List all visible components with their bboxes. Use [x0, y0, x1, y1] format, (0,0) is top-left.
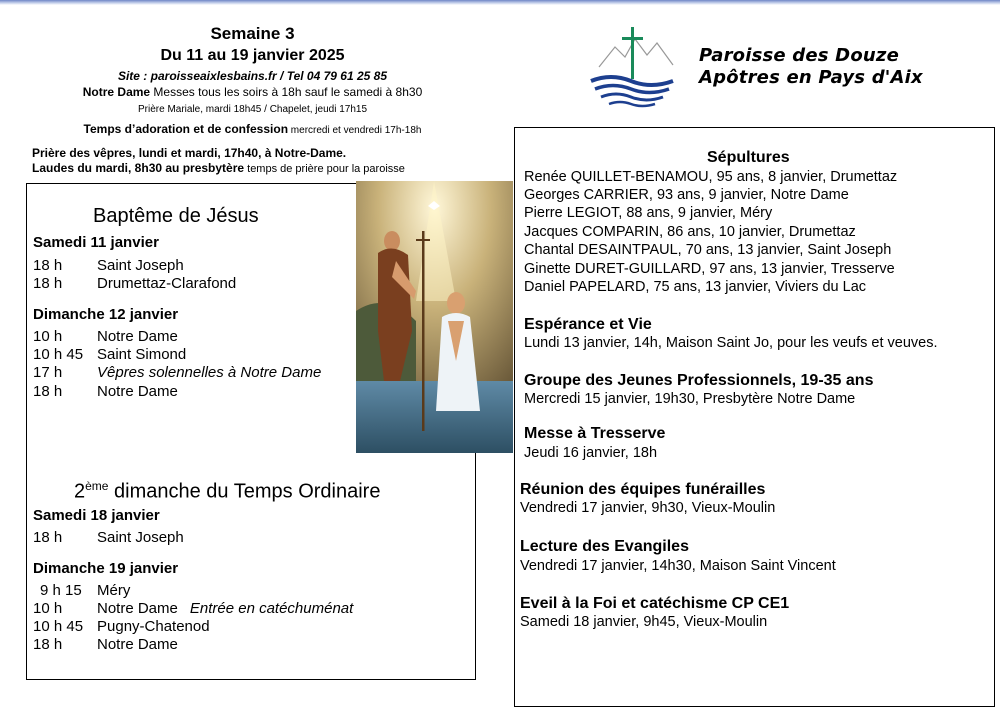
event-text: Jeudi 16 janvier, 18h	[524, 445, 658, 461]
sepulture-item: Georges CARRIER, 93 ans, 9 janvier, Notre Dame	[524, 187, 849, 203]
mass-place: Saint Joseph	[97, 529, 184, 546]
mass-time: 10 h	[33, 600, 63, 617]
event-text: Mercredi 15 janvier, 19h30, Presbytère Notre Dame	[524, 391, 856, 407]
event-text: Vendredi 17 janvier, 14h30, Maison Saint Vincent	[520, 558, 836, 574]
mass-row	[33, 529, 184, 547]
laudes-line	[32, 161, 452, 177]
notre-dame-masses	[0, 84, 505, 100]
adoration-label: Temps d’adoration et de confession	[83, 122, 289, 136]
mariale-prayer: Prière Mariale, mardi 18h45 / Chapelet, jeudi 17h15	[137, 104, 368, 115]
parish-logo-icon	[585, 25, 677, 111]
day-title: Samedi 11 janvier	[33, 234, 159, 251]
mass-place: Drumettaz-Clarafond	[97, 275, 237, 292]
mass-place: Notre Dame	[97, 636, 178, 653]
mass-row	[33, 346, 186, 364]
mass-row	[33, 257, 184, 275]
mass-place: Saint Simond	[97, 346, 187, 363]
adoration-text: mercredi et vendredi 17h-18h	[288, 125, 422, 136]
ordinaire-title-sup: ème	[85, 479, 109, 493]
parish-name-line2: Apôtres en Pays d'Aix	[699, 67, 923, 88]
sepulture-item: Ginette DURET-GUILLARD, 97 ans, 13 janvier, Tresserve	[524, 261, 895, 277]
mass-time: 17 h	[33, 364, 63, 381]
mass-time: 10 h 45	[33, 346, 84, 363]
sepulture-item: Pierre LEGIOT, 88 ans, 9 janvier, Méry	[524, 205, 773, 221]
notre-dame-label: Notre Dame	[82, 85, 151, 99]
mass-place: Pugny-Chatenod	[97, 618, 210, 635]
sepulture-item: Jacques COMPARIN, 86 ans, 10 janvier, Drumettaz	[524, 224, 856, 240]
mass-time: 18 h	[33, 275, 63, 292]
mass-note: Entrée en catéchuménat	[189, 600, 354, 617]
event-text: Vendredi 17 janvier, 9h30, Vieux-Moulin	[520, 500, 776, 516]
notre-dame-text: Messes tous les soirs à 18h sauf le samedi à 8h30	[150, 85, 423, 99]
day-title: Samedi 18 janvier	[33, 507, 160, 524]
event-title: Réunion des équipes funérailles	[520, 481, 766, 498]
mass-place: Vêpres solennelles à Notre Dame	[97, 364, 322, 381]
parish-name-line1: Paroisse des Douze	[699, 45, 899, 66]
event-title: Espérance et Vie	[524, 316, 652, 333]
event-title: Lecture des Evangiles	[520, 538, 689, 555]
day-title: Dimanche 12 janvier	[33, 306, 179, 323]
sepulture-item: Chantal DESAINTPAUL, 70 ans, 13 janvier, Saint Joseph	[524, 242, 892, 258]
mass-place: Méry	[97, 582, 131, 599]
mass-time: 10 h	[33, 328, 63, 345]
mass-place: Notre Dame	[97, 383, 178, 400]
adoration-line	[0, 121, 505, 139]
event-text: Samedi 18 janvier, 9h45, Vieux-Moulin	[520, 614, 768, 630]
mass-row	[33, 383, 178, 401]
mass-row	[33, 636, 178, 654]
vepres-text: Prière des vêpres, lundi et mardi, 17h40, à Notre-Dame.	[32, 146, 347, 160]
ordinaire-title	[74, 474, 380, 504]
mass-time: 18 h	[33, 636, 63, 653]
event-title: Eveil à la Foi et catéchisme CP CE1	[520, 595, 790, 612]
ordinaire-title-text: dimanche du Temps Ordinaire	[108, 480, 381, 503]
mass-time: 18 h	[33, 529, 63, 546]
mass-row	[40, 582, 130, 600]
mass-row	[33, 364, 321, 382]
baptism-illustration-icon	[356, 181, 513, 453]
laudes-label: Laudes du mardi, 8h30 au presbytère	[32, 161, 245, 175]
sepulture-item: Renée QUILLET-BENAMOU, 95 ans, 8 janvier, Drumettaz	[524, 169, 898, 185]
ordinaire-title-number: 2	[74, 480, 86, 503]
mass-place: Notre Dame	[97, 600, 178, 617]
event-text: Lundi 13 janvier, 14h, Maison Saint Jo, pour les veufs et veuves.	[524, 335, 938, 351]
site-contact: Site : paroisseaixlesbains.fr / Tel 04 79 61 25 85	[117, 69, 388, 83]
parish-name	[699, 45, 923, 89]
event-title: Groupe des Jeunes Professionnels, 19-35 ans	[524, 372, 874, 389]
mass-place: Saint Joseph	[97, 257, 184, 274]
mass-place: Notre Dame	[97, 328, 178, 345]
mass-time: 10 h 45	[33, 618, 84, 635]
day-title: Dimanche 19 janvier	[33, 560, 179, 577]
week-dates: Du 11 au 19 janvier 2025	[160, 47, 345, 64]
header-info	[0, 24, 505, 139]
mass-time: 9 h 15	[40, 582, 82, 599]
mass-row	[33, 328, 178, 346]
sepultures-title: Sépultures	[707, 149, 790, 166]
bapteme-title: Baptême de Jésus	[93, 205, 259, 227]
sepulture-item: Daniel PAPELARD, 75 ans, 13 janvier, Viviers du Lac	[524, 279, 867, 295]
top-border	[0, 0, 1000, 5]
week-title: Semaine 3	[210, 24, 295, 43]
mass-row	[33, 600, 353, 618]
mass-time: 18 h	[33, 383, 63, 400]
mass-time: 18 h	[33, 257, 63, 274]
mass-row	[33, 275, 236, 293]
laudes-text: temps de prière pour la paroisse	[244, 163, 405, 175]
prayer-lines	[32, 146, 452, 177]
vepres-line	[32, 146, 452, 161]
event-title: Messe à Tresserve	[524, 425, 666, 442]
mass-row	[33, 618, 210, 636]
